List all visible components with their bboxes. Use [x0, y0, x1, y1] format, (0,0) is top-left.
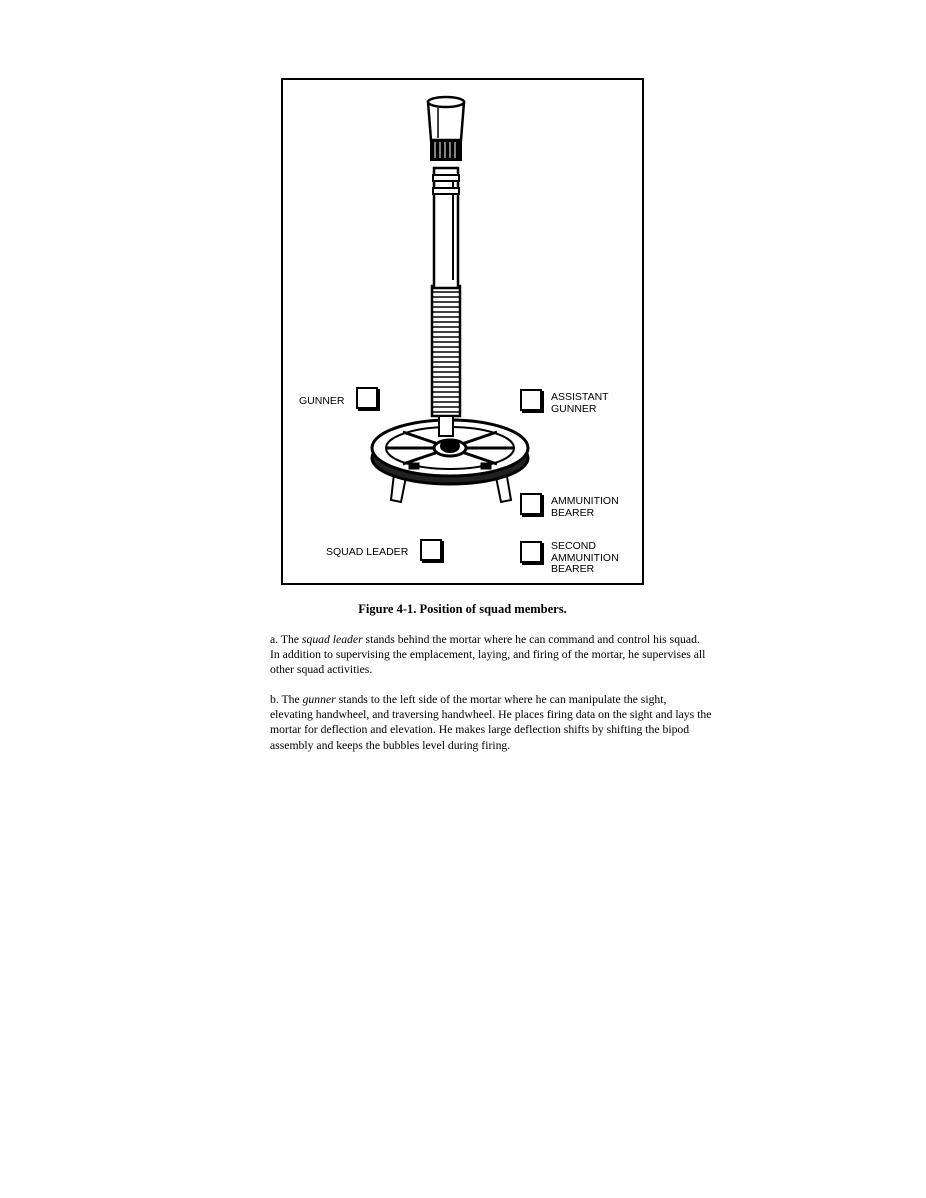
label-assistant-gunner: ASSISTANT GUNNER — [551, 391, 609, 415]
paragraph-a-term: squad leader — [301, 633, 363, 646]
position-box-squad-leader — [420, 539, 442, 561]
position-box-assistant-gunner — [520, 389, 542, 411]
paragraph-b-term: gunner — [302, 693, 336, 706]
paragraph-squad-leader — [270, 632, 712, 678]
label-squad-leader: SQUAD LEADER — [326, 546, 409, 558]
paragraph-a-prefix: a. The — [270, 633, 302, 646]
position-box-gunner — [356, 387, 378, 409]
paragraph-b-body: stands to the left side of the mortar where he can manipulate the sight, elevating handwheel, and traversing handwheel. He places firing data on the sight and lays the mortar for deflection and elevation. He makes large deflection shifts by shifting the bipod assembly and keeps the bubbles level during firing. — [270, 693, 712, 752]
mortar-tube — [428, 97, 464, 436]
label-gunner: GUNNER — [299, 395, 345, 407]
position-box-second-ammunition-bearer — [520, 541, 542, 563]
paragraph-b-prefix: b. The — [270, 693, 303, 706]
label-second-ammunition-bearer: SECOND AMMUNITION BEARER — [551, 540, 619, 575]
figure-frame — [281, 78, 644, 585]
paragraph-gunner — [270, 692, 712, 753]
position-box-ammunition-bearer — [520, 493, 542, 515]
label-ammunition-bearer: AMMUNITION BEARER — [551, 495, 619, 519]
figure-caption: Figure 4-1. Position of squad members. — [358, 602, 567, 616]
paragraph-a-body: stands behind the mortar where he can command and control his squad. In addition to supervising the emplacement, laying, and firing of the mortar, he supervises all other squad activities. — [270, 633, 706, 677]
